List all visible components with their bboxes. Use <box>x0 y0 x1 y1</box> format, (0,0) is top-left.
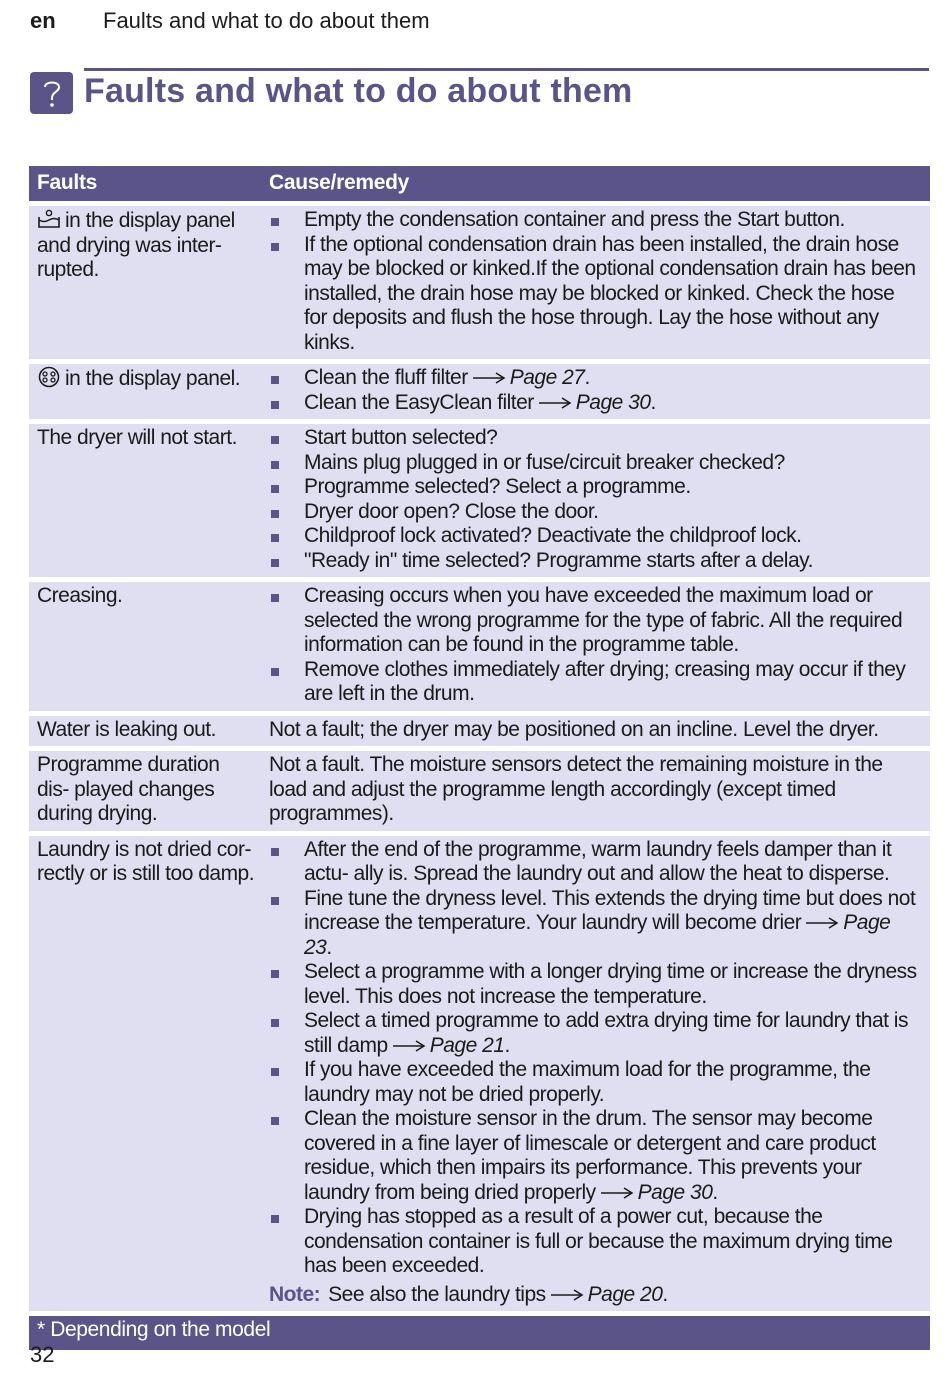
list-item <box>269 426 922 451</box>
remedy-cell <box>261 751 930 831</box>
punctuation: . <box>504 1033 510 1057</box>
remedy-cell <box>261 836 930 1312</box>
table-row <box>29 716 930 747</box>
remedy-text: Clean the fluff filter <box>304 366 468 389</box>
list-item <box>269 658 922 707</box>
remedy-text: Not a fault; the dryer may be positioned on an incline. Level the dryer. <box>269 717 879 741</box>
fault-text: Creasing. <box>37 584 123 607</box>
list-item <box>269 1205 922 1279</box>
note-text: See also the laundry tips <box>328 1282 546 1306</box>
page-reference: Page 21 <box>429 1033 505 1057</box>
remedy-text: Drying has stopped as a result of a power cut, because the condensation container is full or because the maximum drying time has been exceeded. <box>304 1205 893 1277</box>
list-item <box>269 1009 922 1058</box>
list-item <box>269 233 922 356</box>
arrow-right-icon <box>472 372 506 384</box>
language-code: en <box>30 8 56 33</box>
page-reference: Page 20 <box>587 1282 663 1306</box>
arrow-right-icon <box>805 917 839 929</box>
list-item <box>269 475 922 500</box>
remedy-text: Dryer door open? Close the door. <box>304 499 599 523</box>
remedy-cell <box>261 364 930 419</box>
condensation-container-icon <box>37 208 61 230</box>
page-reference: Page 23 <box>304 911 891 959</box>
remedy-text: Select a programme with a longer drying time or increase the dryness level. This does not increase the temperature. <box>304 960 917 1008</box>
list-item <box>269 366 922 391</box>
list-item <box>269 208 922 233</box>
fault-cell <box>29 424 261 577</box>
list-item <box>269 960 922 1009</box>
remedy-text: Fine tune the dryness level. This extends the drying time but does not increase the temperature. Your laundry will become drier <box>304 886 916 934</box>
fault-text: in the display panel and drying was inter- rupted. <box>37 209 235 281</box>
remedy-text: If the optional condensation drain has been installed, the drain hose may be blocked or kinked.If the optional condensation drain has been installed, the drain hose may be blocked or kinked. Check the hose for deposits and flush the hose through. Lay the hose without any kinks. <box>304 232 916 354</box>
punctuation: . <box>326 935 332 959</box>
remedy-text: Start button selected? <box>304 426 498 449</box>
running-header-title: Faults and what to do about them <box>103 8 430 33</box>
remedy-text: Clean the moisture sensor in the drum. The sensor may become covered in a fine layer of limescale or detergent and care product residue, which then impairs its performance. This prevents your laundry from being dried properly <box>304 1107 876 1204</box>
remedy-list <box>269 838 922 1279</box>
remedy-cell <box>261 206 930 359</box>
remedy-text: Mains plug plugged in or fuse/circuit breaker checked? <box>304 450 785 474</box>
footnote-row <box>29 1316 930 1350</box>
fluff-filter-icon <box>37 366 61 388</box>
list-item <box>269 451 922 476</box>
fault-text: Programme duration dis- played changes during drying. <box>37 753 220 825</box>
remedy-text: Select a timed programme to add extra drying time for laundry that is still damp <box>304 1009 908 1057</box>
table-row <box>29 582 930 711</box>
arrow-right-icon <box>550 1289 584 1301</box>
fault-text: Water is leaking out. <box>37 717 216 741</box>
punctuation: . <box>712 1180 718 1204</box>
table-header-row <box>29 166 930 201</box>
remedy-text: If you have exceeded the maximum load for the programme, the laundry may not be dried properly. <box>304 1058 871 1106</box>
remedy-list <box>269 366 922 415</box>
table-row <box>29 836 930 1312</box>
page-title: Faults and what to do about them <box>84 72 633 110</box>
fault-text: Laundry is not dried cor- rectly or is still too damp. <box>37 837 255 885</box>
remedy-cell <box>261 582 930 711</box>
list-item <box>269 524 922 549</box>
arrow-right-icon <box>600 1187 634 1199</box>
remedy-text: Childproof lock activated? Deactivate the childproof lock. <box>304 524 802 547</box>
table-row <box>29 751 930 831</box>
fault-cell <box>29 836 261 1312</box>
remedy-cell <box>261 716 930 747</box>
list-item <box>269 500 922 525</box>
punctuation: . <box>662 1282 668 1306</box>
remedy-cell <box>261 424 930 577</box>
arrow-right-icon <box>392 1040 426 1052</box>
remedy-text: After the end of the programme, warm laundry feels damper than it actu- ally is. Spread the laundry out and allow the heat to disperse. <box>304 837 892 885</box>
fault-cell <box>29 364 261 419</box>
punctuation: . <box>650 390 656 414</box>
remedy-list <box>269 426 922 573</box>
list-item <box>269 549 922 574</box>
page-reference: Page 30 <box>637 1180 713 1204</box>
fault-cell <box>29 751 261 831</box>
list-item <box>269 391 922 416</box>
title-rule <box>84 68 929 71</box>
remedy-text: Remove clothes immediately after drying; creasing may occur if they are left in the drum. <box>304 657 906 705</box>
note <box>269 1283 922 1308</box>
page-reference: Page 30 <box>575 390 651 414</box>
column-header-faults: Faults <box>29 166 261 201</box>
page-number: 32 <box>30 1342 55 1367</box>
remedy-text: "Ready in" time selected? Programme starts after a delay. <box>304 548 813 572</box>
remedy-text: Programme selected? Select a programme. <box>304 475 691 498</box>
fault-cell <box>29 206 261 359</box>
list-item <box>269 1107 922 1205</box>
list-item <box>269 887 922 961</box>
page-reference: Page 27 <box>509 366 585 389</box>
remedy-text: Empty the condensation container and press the Start button. <box>304 208 845 231</box>
remedy-list <box>269 208 922 355</box>
list-item <box>269 584 922 658</box>
question-mark-icon <box>30 72 73 114</box>
fault-text: in the display panel. <box>65 367 241 390</box>
column-header-cause-remedy: Cause/remedy <box>261 166 930 201</box>
arrow-right-icon <box>538 397 572 409</box>
table-row <box>29 364 930 419</box>
table-row <box>29 206 930 359</box>
footnote: * Depending on the model <box>29 1316 930 1350</box>
faults-table <box>29 161 930 1355</box>
list-item <box>269 838 922 887</box>
punctuation: . <box>584 366 590 389</box>
running-header <box>30 6 920 36</box>
remedy-text: Not a fault. The moisture sensors detect the remaining moisture in the load and adjust the programme length accordingly (except timed programmes). <box>269 753 883 825</box>
fault-cell <box>29 582 261 711</box>
remedy-text: Creasing occurs when you have exceeded the maximum load or selected the wrong programme for the type of fabric. All the required information can be found in the programme table. <box>304 584 903 656</box>
fault-text: The dryer will not start. <box>37 426 237 449</box>
remedy-list <box>269 584 922 707</box>
fault-cell <box>29 716 261 747</box>
note-label: Note: <box>269 1282 321 1306</box>
table-row <box>29 424 930 577</box>
remedy-text: Clean the EasyClean filter <box>304 390 534 414</box>
list-item <box>269 1058 922 1107</box>
